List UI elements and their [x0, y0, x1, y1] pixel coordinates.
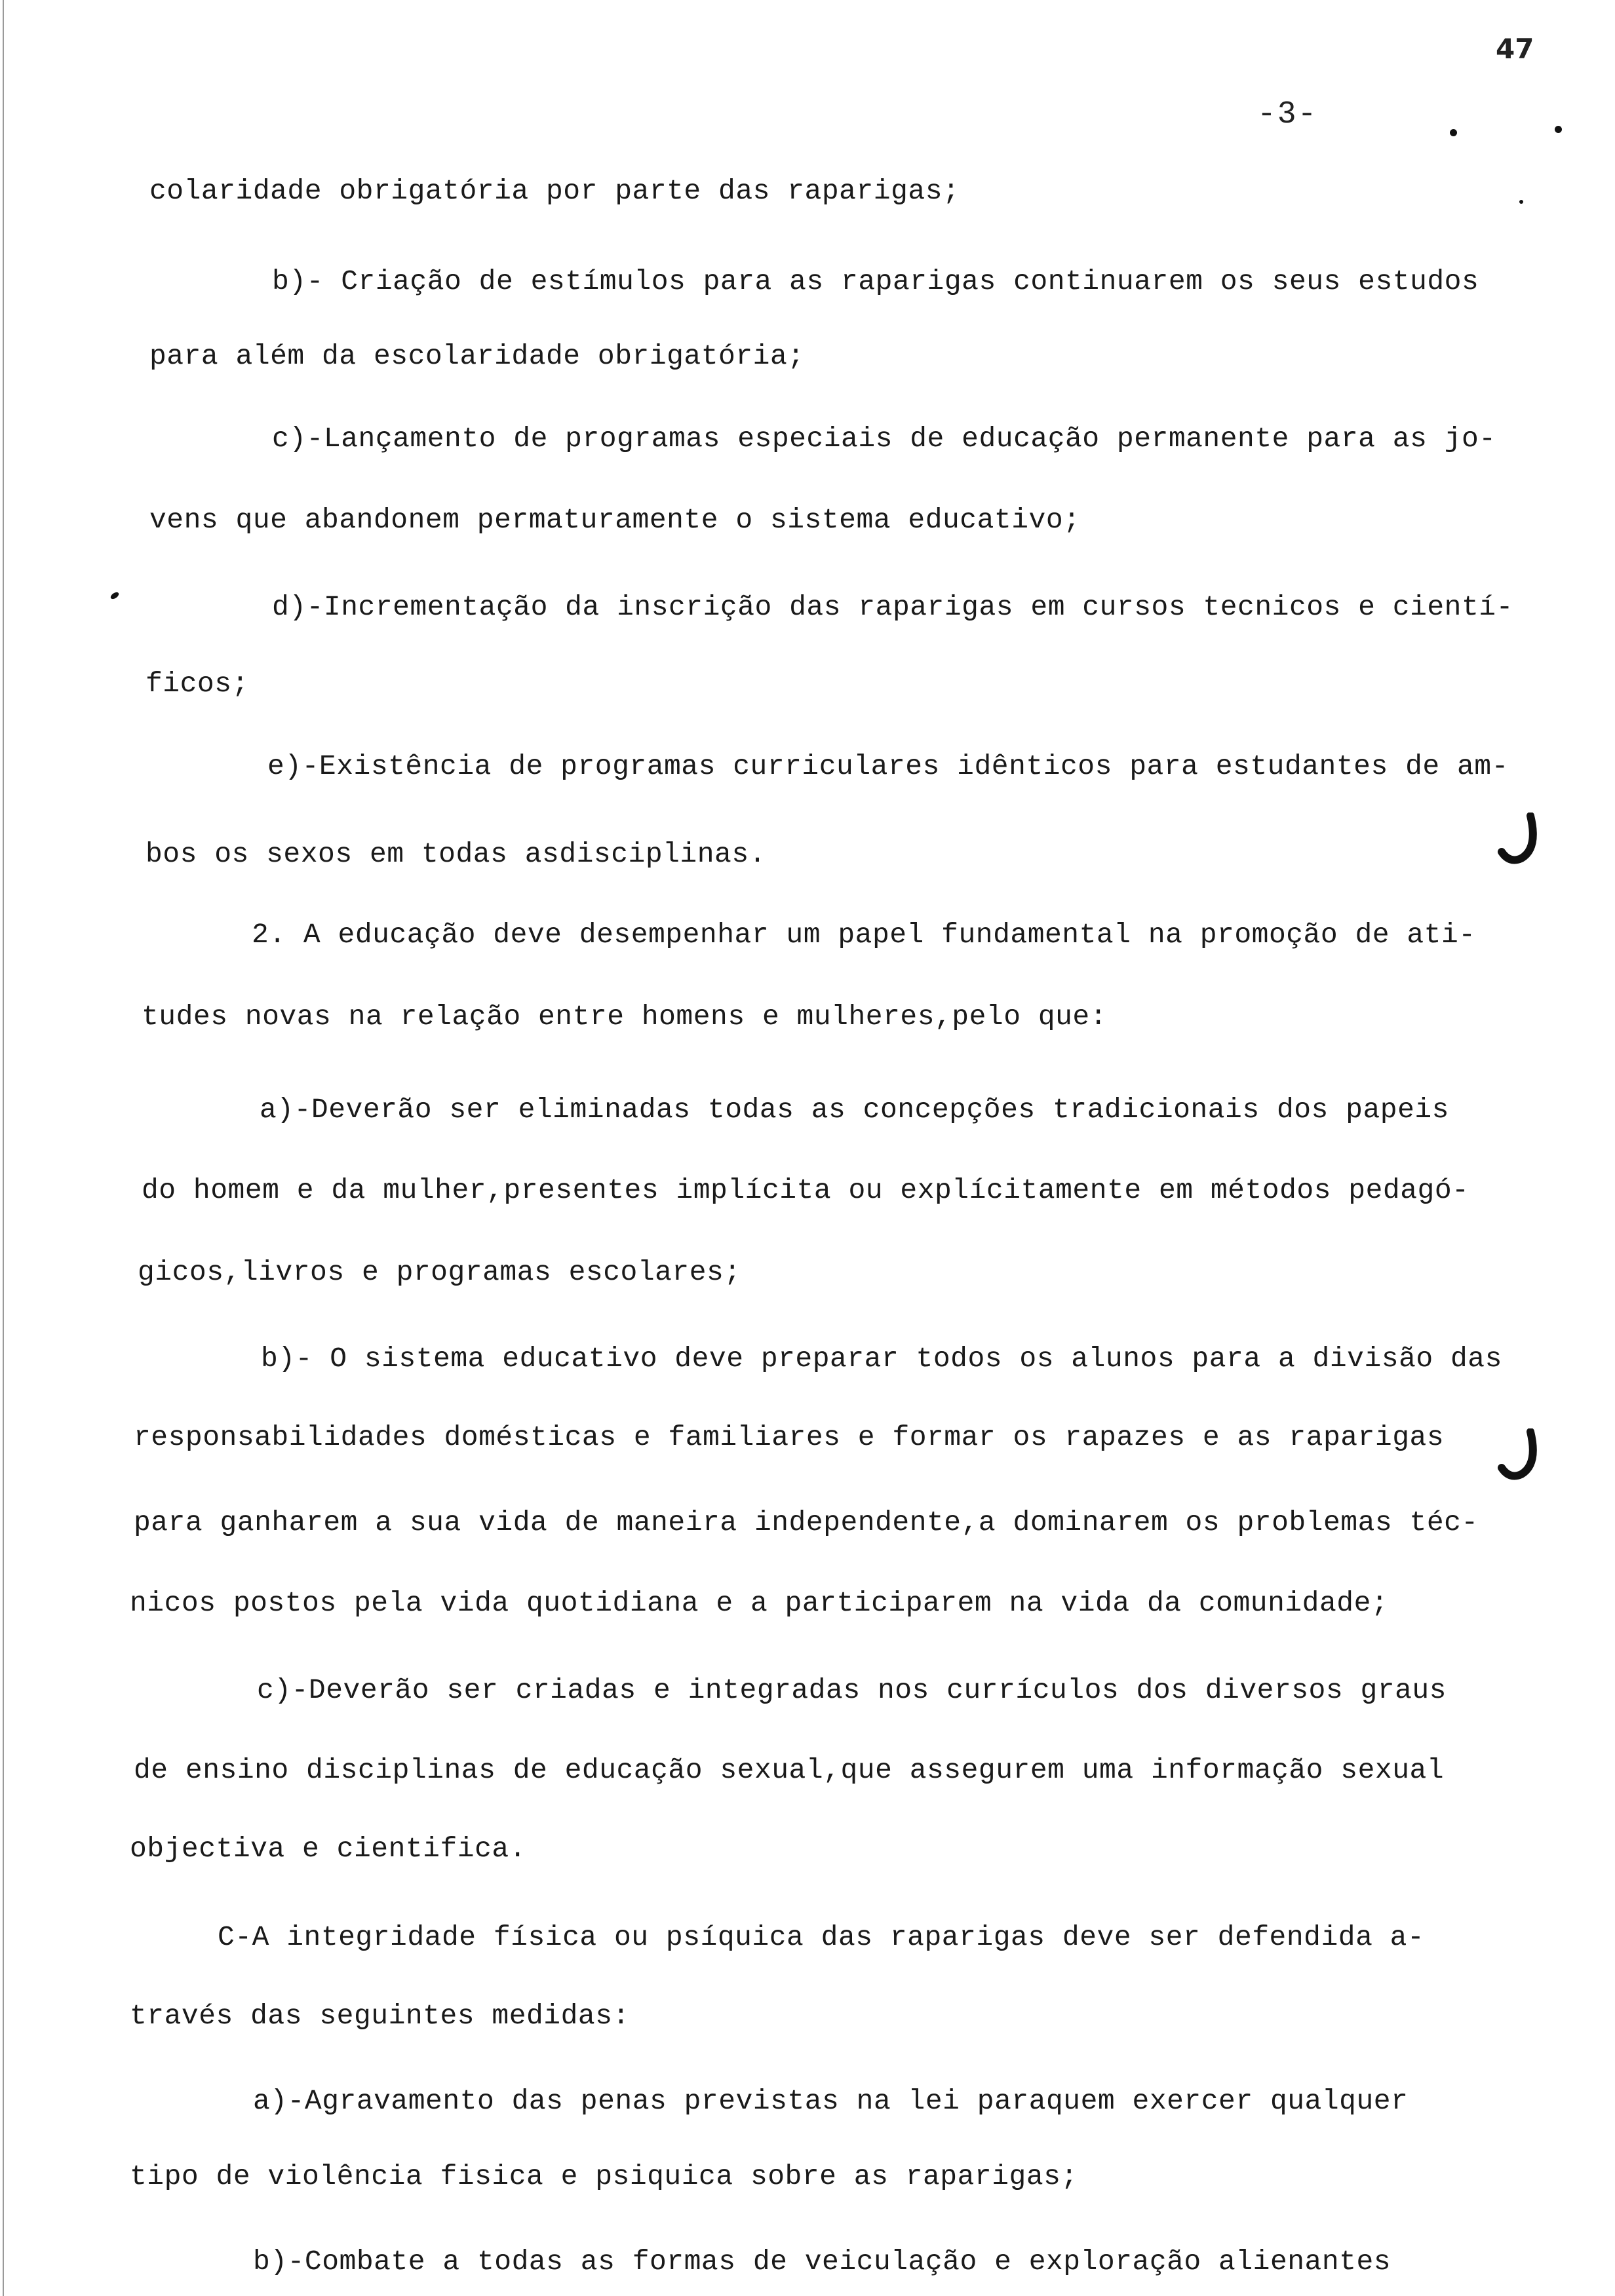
text-line: vens que abandonem permaturamente o sistema educativo; [149, 504, 1081, 536]
text-line: C-A integridade física ou psíquica das raparigas deve ser defendida a- [218, 1921, 1425, 1953]
page-number: -3- [1257, 97, 1318, 132]
text-line: tipo de violência fisica e psiquica sobre as raparigas; [130, 2160, 1078, 2192]
ink-dot [109, 591, 120, 601]
text-line: gicos,livros e programas escolares; [138, 1256, 741, 1288]
margin-tick-mark [1498, 813, 1544, 871]
archive-number: 47 [1496, 33, 1534, 65]
text-line: e)-Existência de programas curriculares idênticos para estudantes de am- [267, 750, 1509, 782]
text-line: b)- O sistema educativo deve preparar todos os alunos para a divisão das [261, 1343, 1502, 1375]
margin-tick-mark [1498, 1428, 1544, 1487]
text-line: través das seguintes medidas: [130, 2000, 630, 2032]
text-line: colaridade obrigatória por parte das raparigas; [149, 175, 960, 207]
text-line: de ensino disciplinas de educação sexual,que assegurem uma informação sexual [134, 1754, 1445, 1786]
text-line: c)-Deverão ser criadas e integradas nos currículos dos diversos graus [257, 1674, 1447, 1706]
scan-edge-line [3, 0, 4, 2296]
ink-dot [1555, 126, 1562, 133]
text-line: objectiva e cientifica. [130, 1833, 526, 1865]
text-line: para ganharem a sua vida de maneira independente,a dominarem os problemas téc- [134, 1506, 1479, 1539]
text-line: d)-Incrementação da inscrição das raparigas em cursos tecnicos e cientí- [272, 591, 1513, 623]
ink-dot [1450, 129, 1457, 136]
ink-dot [1519, 200, 1523, 204]
text-line: a)-Deverão ser eliminadas todas as concepções tradicionais dos papeis [260, 1094, 1449, 1126]
text-line: 2. A educação deve desempenhar um papel fundamental na promoção de ati- [252, 919, 1476, 951]
text-line: ficos; [146, 668, 249, 700]
text-line: do homem e da mulher,presentes implícita ou explícitamente em métodos pedagó- [142, 1174, 1469, 1206]
text-line: b)- Criação de estímulos para as raparigas continuarem os seus estudos [272, 265, 1479, 297]
text-line: b)-Combate a todas as formas de veiculação e exploração alienantes [253, 2246, 1391, 2278]
text-line: tudes novas na relação entre homens e mulheres,pelo que: [142, 1001, 1108, 1033]
text-line: para além da escolaridade obrigatória; [149, 340, 805, 372]
text-line: c)-Lançamento de programas especiais de educação permanente para as jo- [272, 423, 1496, 455]
text-line: a)-Agravamento das penas previstas na lei paraquem exercer qualquer [253, 2085, 1409, 2117]
text-line: nicos postos pela vida quotidiana e a participarem na vida da comunidade; [130, 1587, 1389, 1619]
text-line: bos os sexos em todas asdisciplinas. [146, 838, 766, 870]
text-line: responsabilidades domésticas e familiares e formar os rapazes e as raparigas [134, 1421, 1445, 1453]
